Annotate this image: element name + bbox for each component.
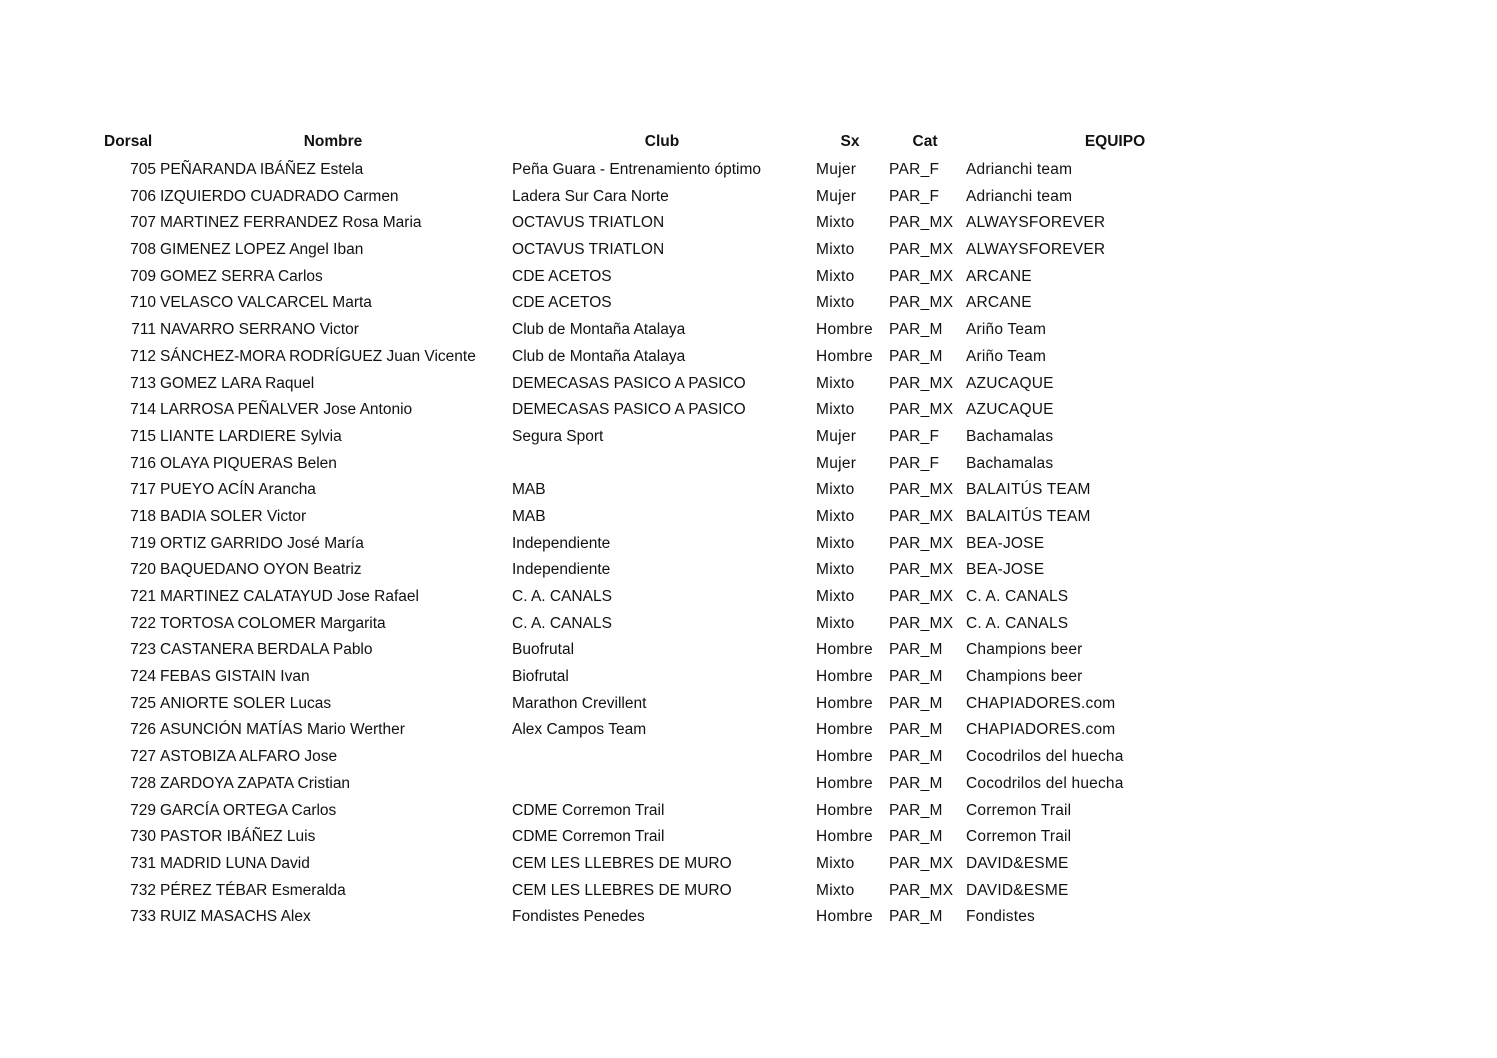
table-row [0, 719, 1497, 746]
cat-cell: PAR_M [889, 347, 943, 365]
equipo-cell: Champions beer [966, 641, 1083, 659]
dorsal-cell: 728 [130, 774, 156, 792]
club-cell: Ladera Sur Cara Norte [512, 187, 669, 205]
table-row [0, 506, 1497, 533]
dorsal-cell: 721 [130, 588, 156, 605]
equipo-cell: Bachamalas [966, 427, 1054, 445]
cat-cell: PAR_MX [889, 507, 954, 525]
sx-cell: Mixto [816, 401, 855, 419]
club-cell: CDME Corremon Trail [512, 801, 665, 819]
cat-cell: PAR_M [889, 748, 943, 766]
equipo-cell: BALAITÚS TEAM [966, 481, 1091, 499]
dorsal-cell: 710 [130, 294, 156, 312]
table-row [0, 559, 1497, 586]
dorsal-cell: 722 [130, 614, 156, 632]
club-cell: Alex Campos Team [512, 721, 647, 739]
equipo-cell: C. A. CANALS [966, 588, 1069, 605]
table-row [0, 586, 1497, 613]
club-cell: Independiente [512, 534, 611, 552]
cat-cell: PAR_M [889, 908, 943, 926]
club-cell: Marathon Crevillent [512, 694, 647, 712]
dorsal-cell: 724 [130, 668, 156, 686]
club-cell: CDE ACETOS [512, 267, 612, 285]
nombre-cell: PUEYO ACÍN Arancha [160, 481, 316, 499]
table-row [0, 826, 1497, 853]
equipo-cell: DAVID&ESME [966, 854, 1069, 872]
nombre-cell: MADRID LUNA David [160, 854, 310, 872]
cat-cell: PAR_MX [889, 534, 954, 552]
sx-cell: Hombre [816, 721, 873, 739]
cat-cell: PAR_MX [889, 267, 954, 285]
dorsal-cell: 713 [130, 374, 156, 392]
dorsal-cell: 714 [130, 401, 156, 419]
equipo-cell: Ariño Team [966, 321, 1047, 339]
header-nombre: Nombre [303, 133, 363, 150]
table-row [0, 533, 1497, 560]
table-row [0, 639, 1497, 666]
sx-cell: Hombre [816, 774, 873, 792]
table-row [0, 613, 1497, 640]
equipo-cell: Cocodrilos del huecha [966, 774, 1124, 792]
table-row [0, 666, 1497, 693]
nombre-cell: OLAYA PIQUERAS Belen [160, 454, 337, 472]
dorsal-cell: 730 [130, 828, 156, 846]
table-row [0, 906, 1497, 933]
sx-cell: Mixto [816, 588, 855, 605]
dorsal-cell: 719 [130, 534, 156, 552]
sx-cell: Hombre [816, 694, 873, 712]
equipo-cell: AZUCAQUE [966, 401, 1054, 419]
cat-cell: PAR_M [889, 721, 943, 739]
cat-cell: PAR_MX [889, 401, 954, 419]
nombre-cell: NAVARRO SERRANO Victor [160, 321, 359, 339]
dorsal-cell: 732 [130, 881, 156, 899]
dorsal-cell: 717 [130, 481, 156, 499]
equipo-cell: Fondistes [966, 908, 1035, 926]
dorsal-cell: 718 [130, 507, 156, 525]
dorsal-cell: 715 [130, 427, 156, 445]
cat-cell: PAR_M [889, 774, 943, 792]
dorsal-cell: 709 [130, 267, 156, 285]
dorsal-cell: 711 [131, 321, 156, 339]
table-row [0, 693, 1497, 720]
sx-cell: Mixto [816, 214, 855, 232]
nombre-cell: CASTANERA BERDALA Pablo [160, 641, 373, 659]
table-row [0, 346, 1497, 373]
equipo-cell: DAVID&ESME [966, 881, 1069, 899]
club-cell: Fondistes Penedes [512, 908, 645, 926]
header-cat: Cat [912, 133, 938, 150]
table-row [0, 880, 1497, 907]
nombre-cell: ORTIZ GARRIDO José María [160, 534, 364, 552]
equipo-cell: AZUCAQUE [966, 374, 1054, 392]
club-cell: DEMECASAS PASICO A PASICO [512, 374, 746, 392]
nombre-cell: FEBAS GISTAIN Ivan [160, 668, 310, 686]
nombre-cell: MARTINEZ FERRANDEZ Rosa Maria [160, 214, 422, 232]
club-cell: OCTAVUS TRIATLON [512, 214, 665, 232]
equipo-cell: Corremon Trail [966, 828, 1072, 846]
dorsal-cell: 729 [130, 801, 156, 819]
sx-cell: Mixto [816, 561, 855, 579]
table-row [0, 186, 1497, 213]
equipo-cell: ARCANE [966, 267, 1032, 285]
equipo-cell: Bachamalas [966, 454, 1054, 472]
sx-cell: Hombre [816, 641, 873, 659]
club-cell: Club de Montaña Atalaya [512, 321, 686, 339]
nombre-cell: BADIA SOLER Victor [160, 507, 307, 525]
club-cell: Buofrutal [512, 641, 575, 659]
dorsal-cell: 705 [130, 161, 156, 178]
cat-cell: PAR_MX [889, 588, 954, 605]
club-cell: Club de Montaña Atalaya [512, 347, 686, 365]
dorsal-cell: 725 [130, 694, 156, 712]
cat-cell: PAR_M [889, 321, 943, 339]
equipo-cell: Champions beer [966, 668, 1083, 686]
sx-cell: Hombre [816, 828, 873, 846]
sx-cell: Mujer [816, 454, 857, 472]
club-cell: CDE ACETOS [512, 294, 612, 312]
cat-cell: PAR_F [889, 454, 940, 472]
cat-cell: PAR_MX [889, 294, 954, 312]
dorsal-cell: 727 [130, 748, 156, 766]
sx-cell: Mixto [816, 881, 855, 899]
cat-cell: PAR_M [889, 801, 943, 819]
dorsal-cell: 733 [130, 908, 156, 926]
header-dorsal: Dorsal [104, 133, 153, 150]
cat-cell: PAR_F [889, 427, 940, 445]
nombre-cell: TORTOSA COLOMER Margarita [160, 614, 386, 632]
table-row [0, 373, 1497, 400]
dorsal-cell: 707 [130, 214, 156, 232]
table-row [0, 800, 1497, 827]
dorsal-cell: 716 [130, 454, 156, 472]
cat-cell: PAR_MX [889, 241, 954, 259]
dorsal-cell: 706 [130, 187, 156, 205]
club-cell: DEMECASAS PASICO A PASICO [512, 401, 746, 419]
equipo-cell: ALWAYSFOREVER [966, 214, 1106, 232]
club-cell: Independiente [512, 561, 611, 579]
header-equipo: EQUIPO [1084, 133, 1146, 150]
sx-cell: Mixto [816, 374, 855, 392]
cat-cell: PAR_M [889, 668, 943, 686]
sx-cell: Hombre [816, 668, 873, 686]
sx-cell: Mixto [816, 507, 855, 525]
header-club: Club [644, 133, 680, 150]
sx-cell: Hombre [816, 321, 873, 339]
equipo-cell: ARCANE [966, 294, 1032, 312]
dorsal-cell: 720 [130, 561, 156, 579]
sx-cell: Mixto [816, 854, 855, 872]
equipo-cell: CHAPIADORES.com [966, 694, 1116, 712]
header-sx: Sx [840, 133, 860, 150]
nombre-cell: ASTOBIZA ALFARO Jose [160, 748, 338, 766]
cat-cell: PAR_F [889, 187, 940, 205]
club-cell: Biofrutal [512, 668, 569, 686]
equipo-cell: CHAPIADORES.com [966, 721, 1116, 739]
table-row [0, 773, 1497, 800]
cat-cell: PAR_MX [889, 561, 954, 579]
sx-cell: Hombre [816, 347, 873, 365]
sx-cell: Mujer [816, 161, 857, 178]
equipo-cell: Adrianchi team [966, 187, 1073, 205]
table-row [0, 853, 1497, 880]
nombre-cell: PASTOR IBÁÑEZ Luis [160, 828, 316, 846]
nombre-cell: MARTINEZ CALATAYUD Jose Rafael [160, 588, 419, 605]
nombre-cell: VELASCO VALCARCEL Marta [160, 294, 372, 312]
equipo-cell: Adrianchi team [966, 161, 1073, 178]
sx-cell: Mixto [816, 614, 855, 632]
nombre-cell: ASUNCIÓN MATÍAS Mario Werther [160, 721, 405, 739]
table-row [0, 479, 1497, 506]
equipo-cell: Ariño Team [966, 347, 1047, 365]
nombre-cell: GIMENEZ LOPEZ Angel Iban [160, 241, 364, 259]
dorsal-cell: 723 [130, 641, 156, 659]
club-cell: CEM LES LLEBRES DE MURO [512, 854, 732, 872]
nombre-cell: ZARDOYA ZAPATA Cristian [160, 774, 351, 792]
club-cell: CEM LES LLEBRES DE MURO [512, 881, 732, 899]
nombre-cell: GARCÍA ORTEGA Carlos [160, 801, 337, 819]
table-row [0, 399, 1497, 426]
table-row [0, 292, 1497, 319]
equipo-cell: ALWAYSFOREVER [966, 241, 1106, 259]
sx-cell: Mixto [816, 534, 855, 552]
cat-cell: PAR_M [889, 641, 943, 659]
club-cell: MAB [512, 507, 546, 525]
club-cell: CDME Corremon Trail [512, 828, 665, 846]
club-cell: MAB [512, 481, 546, 499]
nombre-cell: BAQUEDANO OYON Beatriz [160, 561, 362, 579]
table-row [0, 319, 1497, 346]
sx-cell: Hombre [816, 801, 873, 819]
table-row [0, 453, 1497, 480]
table-row [0, 266, 1497, 293]
cat-cell: PAR_MX [889, 881, 954, 899]
sx-cell: Mixto [816, 241, 855, 259]
cat-cell: PAR_MX [889, 214, 954, 232]
equipo-cell: Cocodrilos del huecha [966, 748, 1124, 766]
table-row [0, 746, 1497, 773]
dorsal-cell: 712 [130, 347, 156, 365]
cat-cell: PAR_F [889, 161, 940, 178]
equipo-cell: C. A. CANALS [966, 614, 1069, 632]
table-row [0, 159, 1497, 186]
cat-cell: PAR_MX [889, 614, 954, 632]
nombre-cell: LARROSA PEÑALVER Jose Antonio [160, 401, 413, 419]
nombre-cell: SÁNCHEZ-MORA RODRÍGUEZ Juan Vicente [160, 347, 476, 365]
equipo-cell: BEA-JOSE [966, 561, 1045, 579]
table-row [0, 239, 1497, 266]
nombre-cell: IZQUIERDO CUADRADO Carmen [160, 187, 399, 205]
nombre-cell: RUIZ MASACHS Alex [160, 908, 311, 926]
sx-cell: Mujer [816, 427, 857, 445]
table-body [0, 159, 1497, 933]
club-cell: C. A. CANALS [512, 588, 612, 605]
club-cell: OCTAVUS TRIATLON [512, 241, 665, 259]
cat-cell: PAR_M [889, 828, 943, 846]
equipo-cell: Corremon Trail [966, 801, 1072, 819]
nombre-cell: ANIORTE SOLER Lucas [160, 694, 332, 712]
sx-cell: Hombre [816, 748, 873, 766]
sx-cell: Hombre [816, 908, 873, 926]
sx-cell: Mixto [816, 294, 855, 312]
cat-cell: PAR_MX [889, 481, 954, 499]
cat-cell: PAR_M [889, 694, 943, 712]
nombre-cell: GOMEZ SERRA Carlos [160, 267, 323, 285]
dorsal-cell: 726 [130, 721, 156, 739]
sx-cell: Mixto [816, 481, 855, 499]
club-cell: Peña Guara - Entrenamiento óptimo [512, 161, 761, 178]
equipo-cell: BALAITÚS TEAM [966, 507, 1091, 525]
nombre-cell: PÉREZ TÉBAR Esmeralda [160, 881, 346, 899]
table-row [0, 212, 1497, 239]
sx-cell: Mixto [816, 267, 855, 285]
club-cell: Segura Sport [512, 427, 604, 445]
nombre-cell: LIANTE LARDIERE Sylvia [160, 427, 342, 445]
dorsal-cell: 731 [130, 854, 156, 872]
sx-cell: Mujer [816, 187, 857, 205]
table-row [0, 426, 1497, 453]
club-cell: C. A. CANALS [512, 614, 612, 632]
dorsal-cell: 708 [130, 241, 156, 259]
nombre-cell: PEÑARANDA IBÁÑEZ Estela [160, 161, 364, 178]
nombre-cell: GOMEZ LARA Raquel [160, 374, 315, 392]
cat-cell: PAR_MX [889, 854, 954, 872]
cat-cell: PAR_MX [889, 374, 954, 392]
equipo-cell: BEA-JOSE [966, 534, 1045, 552]
